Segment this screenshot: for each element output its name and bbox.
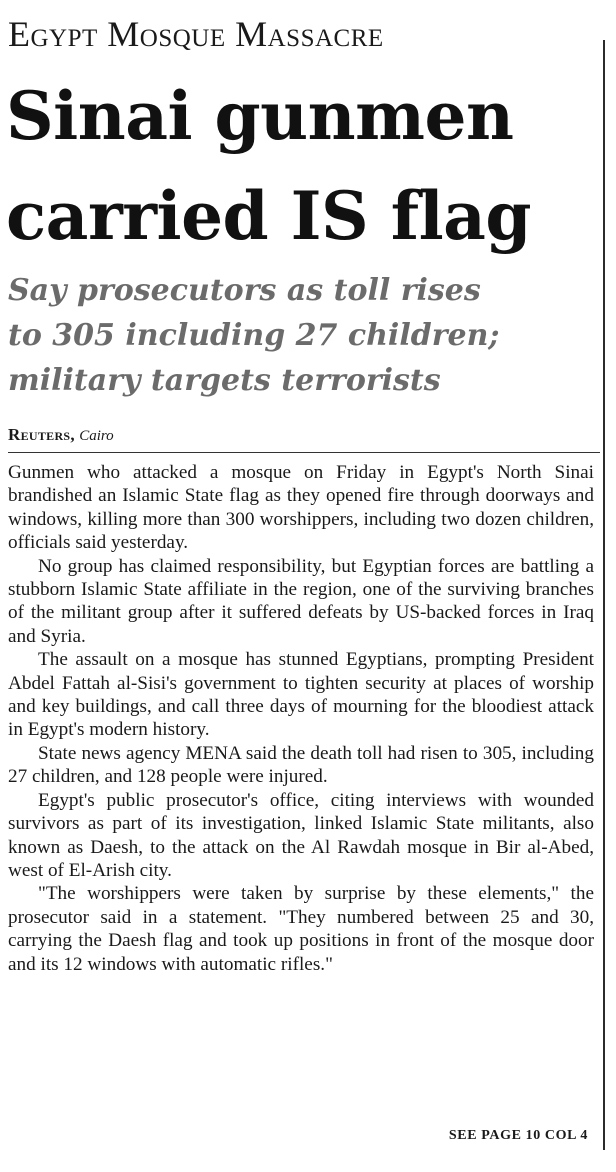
- headline: [6, 66, 606, 266]
- body-paragraph: "The worshippers were taken by surprise by these elements," the prosecutor said in a statement. "They numbered between 25 and 30, carrying the Daesh flag and took up positions in front of the mosque door and its 12 windows with automatic rifles.": [8, 883, 594, 975]
- headline-line: Sinai gunmen: [6, 77, 514, 155]
- byline-agency: Reuters,: [8, 425, 75, 444]
- headline-line: carried IS flag: [6, 177, 532, 255]
- byline-dateline: Cairo: [79, 428, 114, 444]
- deck-line: to 305 including 27 children;: [8, 318, 500, 353]
- body-paragraph: No group has claimed responsibility, but Egyptian forces are battling a stubborn Islamic State affiliate in the region, one of the surviving branches of the militant group after it suffered defeats by US-backed forces in Iraq and Syria.: [8, 555, 594, 647]
- news-article: [6, 0, 598, 1172]
- deck-line: military targets terrorists: [8, 363, 441, 398]
- body-paragraph: The assault on a mosque has stunned Egyptians, prompting President Abdel Fattah al-Sisi's government to tighten security at places of worship and key buildings, and call three days of mourning for the bloodiest attack in Egypt's modern history.: [8, 649, 594, 741]
- section-kicker: Egypt Mosque Massacre: [8, 14, 384, 54]
- body-paragraph: Egypt's public prosecutor's office, citing interviews with wounded survivors as part of its investigation, linked Islamic State militants, also known as Daesh, to the attack on the Al Rawdah mosque in Bir al-Abed, west of El-Arish city.: [8, 789, 594, 881]
- body-paragraph: State news agency MENA said the death toll had risen to 305, including 27 children, and 128 people were injured.: [8, 742, 594, 788]
- jump-line: SEE PAGE 10 COL 4: [448, 1128, 588, 1143]
- subheadline-deck: [8, 268, 598, 403]
- byline: [8, 424, 114, 447]
- deck-line: Say prosecutors as toll rises: [8, 273, 481, 308]
- body-paragraph: Gunmen who attacked a mosque on Friday in Egypt's North Sinai brandished an Islamic State flag as they opened fire through doorways and windows, killing more than 300 worshippers, including two dozen children, officials said yesterday.: [8, 462, 594, 554]
- column-rule: [603, 40, 605, 1150]
- byline-divider: [8, 452, 600, 453]
- article-body: [8, 461, 594, 976]
